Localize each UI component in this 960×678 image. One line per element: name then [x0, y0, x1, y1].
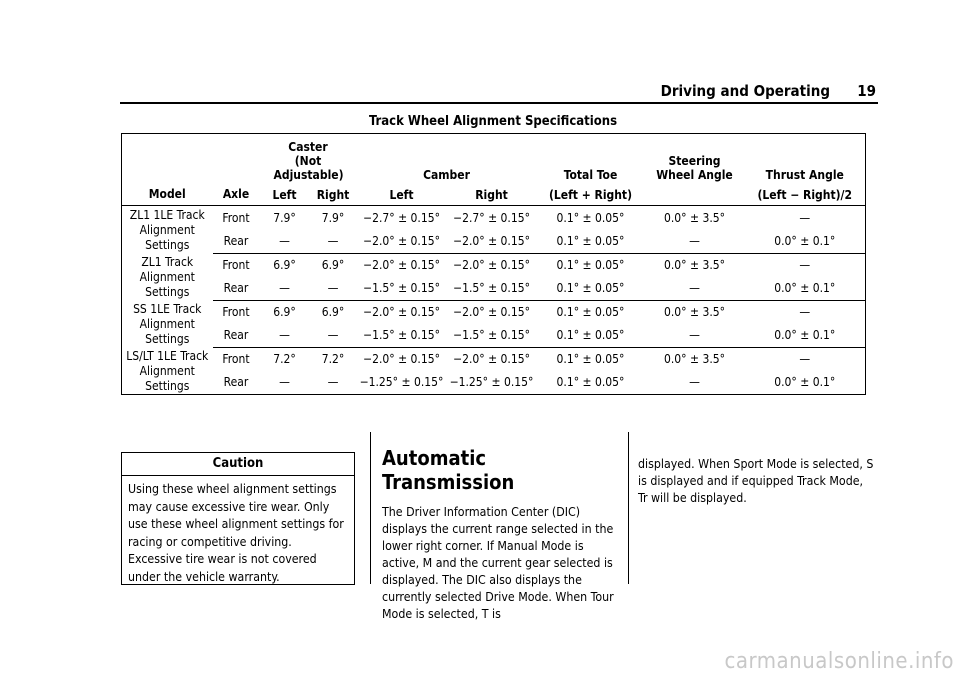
table-row — [122, 206, 866, 230]
table-row — [122, 277, 866, 301]
steering-angle-cell: — — [645, 229, 745, 253]
section-heading: Automatic Transmission — [382, 446, 515, 494]
camber-left-cell: −1.5° ± 0.15° — [357, 277, 447, 301]
thrust-angle-cell: — — [799, 258, 811, 272]
axle-cell: Front — [222, 352, 250, 367]
thrust-angle-cell: 0.0° ± 0.1° — [745, 371, 866, 395]
total-toe-cell: 0.1° ± 0.05° — [556, 258, 625, 272]
camber-right-cell: −1.5° ± 0.15° — [447, 324, 537, 348]
caster-left-cell: — — [260, 324, 310, 348]
axle-cell: Rear — [213, 277, 260, 301]
caution-box — [121, 452, 355, 585]
camber-right-cell: −2.0° ± 0.15° — [447, 229, 537, 253]
axle-cell: Front — [222, 305, 250, 319]
header-thrust-angle: Thrust Angle — [765, 168, 844, 182]
caster-right-cell: 7.9° — [321, 210, 345, 225]
caster-right-cell: — — [310, 277, 357, 301]
model-cell: SS 1LE Track Alignment Settings — [133, 302, 202, 346]
steering-angle-cell: — — [645, 277, 745, 301]
caster-left-cell: 6.9° — [273, 258, 296, 272]
caster-right-cell: — — [310, 324, 357, 348]
axle-cell: Front — [222, 258, 250, 272]
camber-left-cell: −2.0° ± 0.15° — [357, 229, 447, 253]
camber-left-cell: −2.0° ± 0.15° — [363, 305, 440, 319]
header-camber: Camber — [423, 168, 470, 182]
camber-left-cell: −1.25° ± 0.15° — [357, 371, 447, 395]
header-caster-left: Left — [260, 184, 310, 206]
table-row — [122, 324, 866, 348]
steering-angle-cell: 0.0° ± 3.5° — [663, 258, 726, 272]
body-paragraph: The Driver Information Center (DIC) displays the current range selected in the lower right corner. If Manual Mode is active, M and the current gear selected is displayed. The DIC also displays the currently selected Drive Mode. When Tour Mode is selected, T is — [382, 505, 614, 621]
caution-text: Using these wheel alignment settings may cause excessive tire wear. Only use these wheel alignment settings for racing or competitive driving. Excessive tire wear is not covered under the vehicle warranty. — [128, 482, 344, 584]
caster-left-cell: — — [260, 371, 310, 395]
thrust-angle-cell: — — [799, 210, 811, 225]
table-row — [122, 347, 866, 371]
steering-angle-cell: 0.0° ± 3.5° — [663, 352, 726, 367]
steering-angle-cell: — — [645, 324, 745, 348]
steering-angle-cell: — — [645, 371, 745, 395]
caster-right-cell: — — [310, 229, 357, 253]
thrust-angle-cell: 0.0° ± 0.1° — [745, 324, 866, 348]
thrust-angle-cell: — — [799, 352, 811, 367]
header-camber-left: Left — [357, 184, 447, 206]
table-row — [122, 253, 866, 277]
caution-title: Caution — [122, 453, 354, 476]
caster-right-cell: — — [310, 371, 357, 395]
caster-right-cell: 6.9° — [321, 305, 345, 319]
header-caster: Caster (Not Adjustable) — [273, 140, 344, 182]
body-paragraph-continued: displayed. When Sport Mode is selected, S is displayed and if equipped Track Mode, Tr will be displayed. — [638, 457, 874, 505]
page-number: 19 — [857, 82, 876, 100]
header-total-toe-sub: (Left + Right) — [537, 184, 645, 206]
steering-angle-cell: 0.0° ± 3.5° — [663, 210, 726, 225]
model-cell: ZL1 Track Alignment Settings — [139, 255, 195, 299]
total-toe-cell: 0.1° ± 0.05° — [556, 352, 625, 367]
table-row — [122, 371, 866, 395]
total-toe-cell: 0.1° ± 0.05° — [537, 324, 645, 348]
total-toe-cell: 0.1° ± 0.05° — [537, 229, 645, 253]
camber-left-cell: −1.5° ± 0.15° — [357, 324, 447, 348]
header-total-toe: Total Toe — [563, 168, 618, 182]
thrust-angle-cell: — — [799, 305, 811, 319]
column-divider — [370, 432, 371, 584]
camber-right-cell: −2.0° ± 0.15° — [453, 352, 530, 367]
header-steering-sub — [645, 184, 745, 206]
model-cell: ZL1 1LE Track Alignment Settings — [129, 208, 205, 252]
caster-right-cell: 7.2° — [321, 352, 345, 367]
axle-cell: Front — [222, 210, 250, 225]
steering-angle-cell: 0.0° ± 3.5° — [663, 305, 726, 319]
total-toe-cell: 0.1° ± 0.05° — [556, 305, 625, 319]
camber-right-cell: −2.7° ± 0.15° — [453, 210, 530, 225]
column-divider — [628, 432, 629, 584]
caster-left-cell: 7.9° — [273, 210, 296, 225]
header-thrust-sub: (Left − Right)/2 — [745, 184, 866, 206]
model-cell: LS/LT 1LE Track Alignment Settings — [126, 349, 209, 393]
total-toe-cell: 0.1° ± 0.05° — [537, 277, 645, 301]
total-toe-cell: 0.1° ± 0.05° — [556, 210, 625, 225]
alignment-spec-table — [121, 133, 866, 395]
axle-cell: Rear — [213, 229, 260, 253]
caster-left-cell: — — [260, 277, 310, 301]
table-row — [122, 300, 866, 324]
total-toe-cell: 0.1° ± 0.05° — [537, 371, 645, 395]
header-caster-right: Right — [310, 184, 357, 206]
caster-left-cell: 7.2° — [273, 352, 296, 367]
transmission-section — [382, 446, 614, 623]
thrust-angle-cell: 0.0° ± 0.1° — [745, 277, 866, 301]
axle-cell: Rear — [213, 371, 260, 395]
header-camber-right: Right — [447, 184, 537, 206]
table-title: Track Wheel Alignment Specifications — [368, 114, 618, 129]
axle-cell: Rear — [213, 324, 260, 348]
section-title: Driving and Operating — [660, 82, 830, 100]
header-axle: Axle — [213, 134, 260, 206]
header-model: Model — [122, 134, 213, 206]
camber-left-cell: −2.0° ± 0.15° — [363, 258, 440, 272]
thrust-angle-cell: 0.0° ± 0.1° — [745, 229, 866, 253]
camber-right-cell: −1.5° ± 0.15° — [447, 277, 537, 301]
header-steering-wheel-angle: Steering Wheel Angle — [656, 154, 733, 182]
caster-left-cell: 6.9° — [273, 305, 296, 319]
camber-right-cell: −1.25° ± 0.15° — [447, 371, 537, 395]
caster-left-cell: — — [260, 229, 310, 253]
camber-left-cell: −2.7° ± 0.15° — [363, 210, 440, 225]
table-row — [122, 229, 866, 253]
caster-right-cell: 6.9° — [321, 258, 345, 272]
watermark: carmanualsonline.info — [724, 649, 954, 674]
camber-right-cell: −2.0° ± 0.15° — [453, 305, 530, 319]
camber-right-cell: −2.0° ± 0.15° — [453, 258, 530, 272]
page-header — [120, 82, 878, 104]
camber-left-cell: −2.0° ± 0.15° — [363, 352, 440, 367]
